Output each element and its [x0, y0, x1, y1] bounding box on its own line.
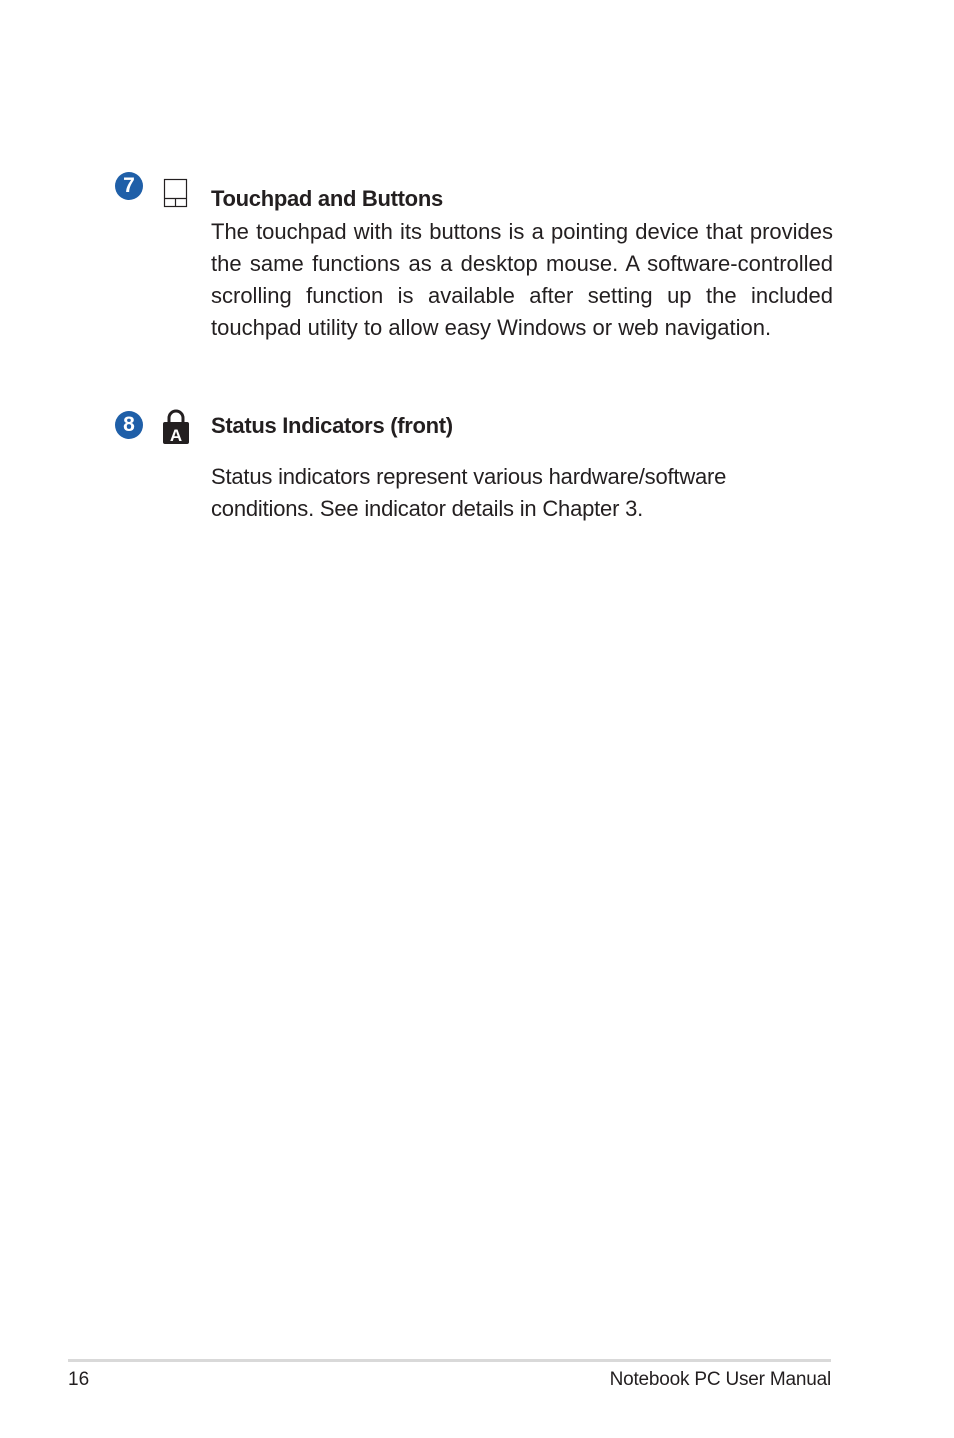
touchpad-icon: [160, 176, 190, 212]
footer-manual-title: Notebook PC User Manual: [609, 1369, 831, 1390]
section-content: [211, 411, 833, 525]
section-body: Status indicators represent various hardware/software conditions. See indicator details in Chapter 3.: [211, 464, 727, 521]
section-body: The touchpad with its buttons is a pointing device that provides the same functions as a desktop mouse. A software-controlled scrolling function is available after setting up the included touchpad utility to allow easy Windows or web navigation.: [211, 219, 833, 340]
section-content: [211, 184, 833, 344]
number-badge-8: 8: [115, 411, 143, 439]
page-number: 16: [68, 1369, 90, 1390]
section-heading: Status Indicators (front): [211, 413, 453, 438]
footer-rule: [68, 1359, 831, 1362]
status-indicator-lock-icon: [160, 407, 190, 443]
icon-letter: A: [169, 426, 183, 445]
number-badge-7: 7: [115, 172, 143, 200]
section-heading: Touchpad and Buttons: [211, 186, 443, 211]
